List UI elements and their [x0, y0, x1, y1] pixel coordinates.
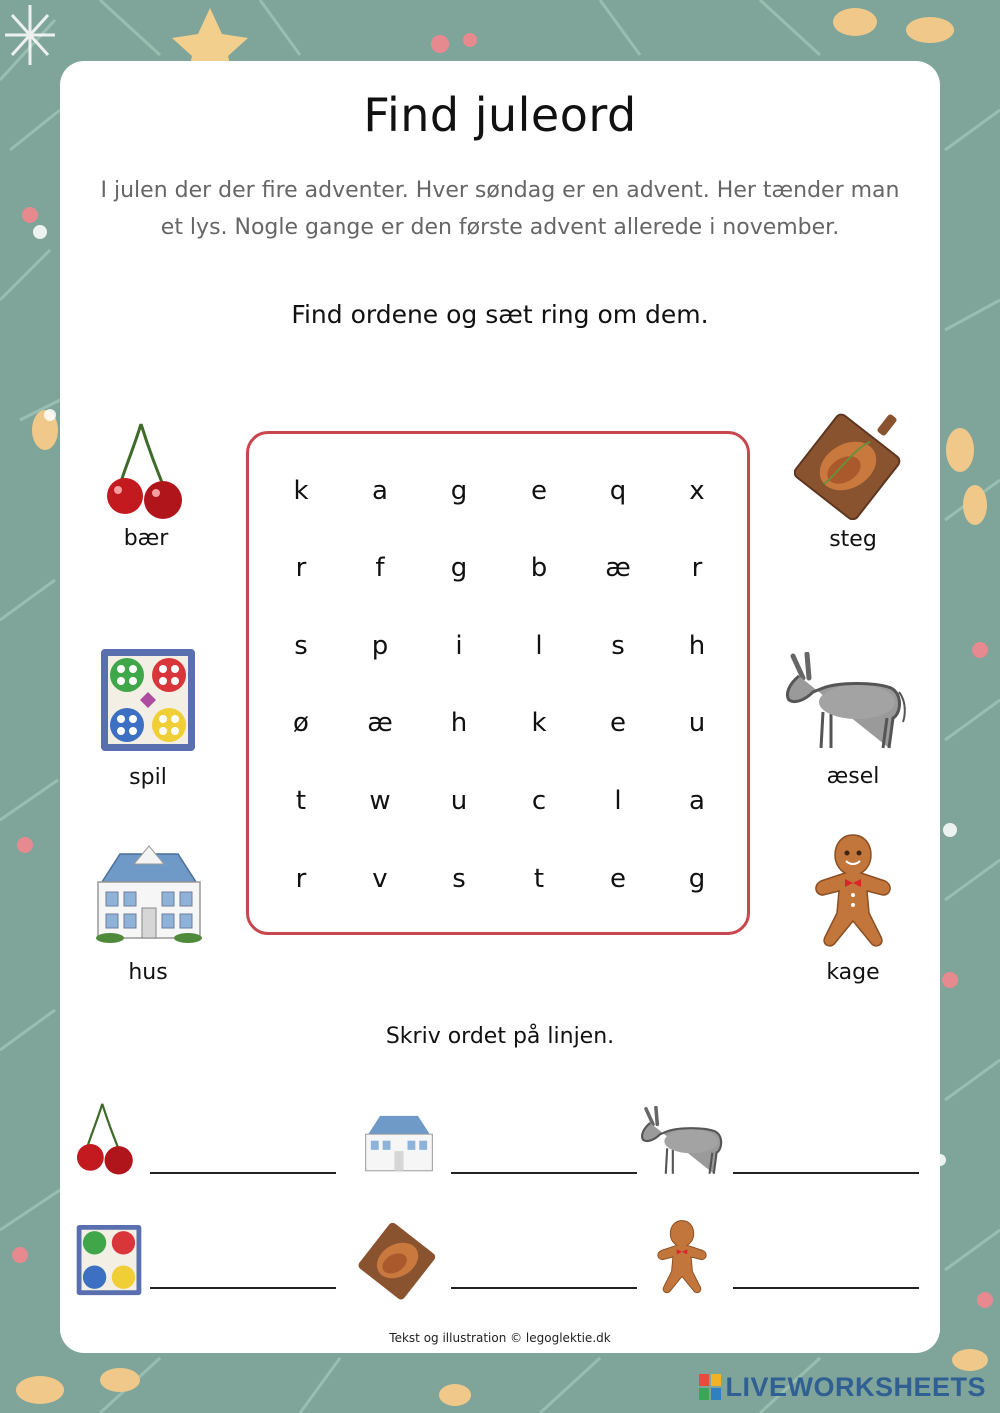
grid-letter[interactable]: k: [531, 708, 547, 738]
answer-line-6[interactable]: [733, 1287, 919, 1289]
liveworksheets-brand-text: LIVEWORKSHEETS: [725, 1371, 986, 1402]
grid-letter[interactable]: æ: [367, 708, 393, 738]
grid-letter[interactable]: g: [450, 553, 468, 583]
grid-letter[interactable]: r: [691, 553, 703, 583]
intro-text: I julen der der fire adventer. Hver søndag er en advent. Her tænder man et lys. Nogle gange er den første advent allerede i november.: [100, 178, 900, 240]
grid-letter[interactable]: r: [295, 864, 307, 894]
board-game-icon: [76, 1224, 142, 1296]
house-icon: [360, 1108, 438, 1176]
grid-letter[interactable]: s: [611, 631, 625, 661]
grid-letter[interactable]: t: [295, 786, 307, 816]
grid-letter[interactable]: e: [610, 864, 626, 894]
grid-letter[interactable]: b: [530, 553, 548, 583]
grid-letter[interactable]: r: [295, 553, 307, 583]
grid-letter[interactable]: e: [610, 708, 626, 738]
grid-letter[interactable]: i: [455, 631, 463, 661]
answer-line-1[interactable]: [150, 1172, 336, 1174]
word-label-aesel: æsel: [826, 764, 880, 789]
grid-letter[interactable]: u: [688, 708, 706, 738]
donkey-icon: [779, 652, 909, 754]
answer-line-3[interactable]: [733, 1172, 919, 1174]
word-label-hus: hus: [128, 960, 168, 985]
grid-letter[interactable]: ø: [293, 708, 309, 738]
donkey-icon: [636, 1106, 728, 1178]
find-instruction: Find ordene og sæt ring om dem.: [291, 300, 709, 329]
grid-letter[interactable]: c: [531, 786, 547, 816]
grid-letter[interactable]: s: [294, 631, 308, 661]
answer-line-2[interactable]: [451, 1172, 637, 1174]
grid-letter[interactable]: a: [689, 786, 705, 816]
house-icon: [90, 842, 208, 946]
grid-letter[interactable]: h: [688, 631, 706, 661]
liveworksheets-logo: [699, 1372, 986, 1402]
grid-letter[interactable]: v: [372, 864, 388, 894]
cherry-icon: [103, 420, 189, 520]
word-label-spil: spil: [129, 765, 167, 790]
write-instruction: Skriv ordet på linjen.: [385, 1024, 615, 1049]
word-label-kage: kage: [826, 960, 880, 985]
answer-line-5[interactable]: [451, 1287, 637, 1289]
grid-letter[interactable]: æ: [605, 553, 631, 583]
cherry-icon: [74, 1100, 138, 1176]
grid-letter[interactable]: q: [609, 476, 627, 506]
board-game-icon: [100, 648, 196, 752]
grid-letter[interactable]: t: [533, 864, 545, 894]
gingerbread-man-icon: [813, 833, 893, 949]
grid-letter[interactable]: l: [614, 786, 622, 816]
credit-text: Tekst og illustration © legoglektie.dk: [389, 1331, 611, 1345]
grid-letter[interactable]: w: [369, 786, 391, 816]
gingerbread-man-icon: [656, 1214, 708, 1300]
roast-icon: [794, 408, 906, 520]
answer-line-4[interactable]: [150, 1287, 336, 1289]
word-label-baer: bær: [123, 526, 169, 551]
grid-letter[interactable]: p: [371, 631, 389, 661]
grid-letter[interactable]: g: [688, 864, 706, 894]
grid-letter[interactable]: k: [293, 476, 309, 506]
grid-letter[interactable]: f: [375, 553, 385, 583]
grid-letter[interactable]: e: [531, 476, 547, 506]
grid-letter[interactable]: u: [450, 786, 468, 816]
roast-icon: [358, 1218, 440, 1300]
grid-letter[interactable]: g: [450, 476, 468, 506]
grid-letter[interactable]: l: [535, 631, 543, 661]
liveworksheets-logo-icon: [699, 1374, 721, 1400]
grid-letter[interactable]: a: [372, 476, 388, 506]
grid-letter[interactable]: x: [689, 476, 705, 506]
word-label-steg: steg: [829, 527, 877, 552]
grid-letter[interactable]: s: [452, 864, 466, 894]
page-title: Find juleord: [363, 88, 637, 142]
word-search-grid: [246, 431, 750, 935]
grid-letter[interactable]: h: [450, 708, 468, 738]
